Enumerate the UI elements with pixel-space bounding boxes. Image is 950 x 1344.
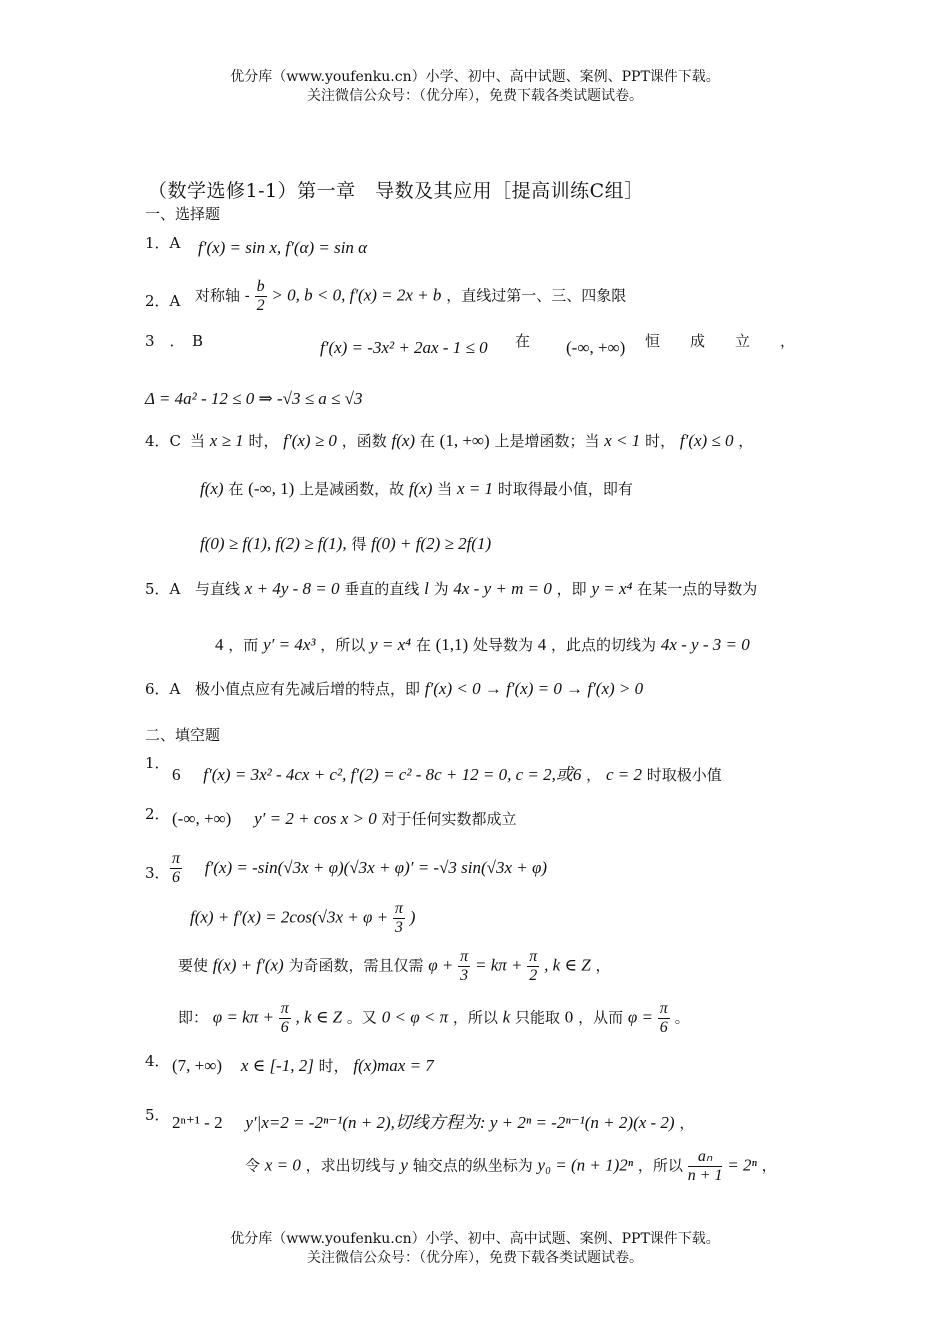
fill-q5-l2-frac-top: aₙ: [688, 1148, 723, 1167]
choice-q2-number: 2．A: [145, 292, 181, 310]
choice-q4-l2-text-c: 当: [437, 480, 453, 498]
choice-q5-l2-text-d: 处导数为: [472, 636, 533, 654]
header-line-2: 关注微信公众号：（优分库），免费下载各类试题试卷。: [307, 88, 643, 104]
fill-q5-l2-text-a: 令: [245, 1156, 261, 1175]
choice-q4-l1-text-a: 当: [190, 432, 206, 450]
fill-q5-l2-text-d: ，所以: [637, 1156, 683, 1175]
choice-q4-l1-text-b: 时，: [248, 432, 279, 450]
choice-q3-interval: (-∞, +∞): [566, 338, 626, 357]
choice-q4-l1-math-6: f′(x) ≤ 0: [679, 431, 734, 450]
choice-q5-l1-math-4: y = x⁴: [591, 579, 633, 598]
choice-q5-l2-math-4: (1,1): [435, 635, 469, 654]
header-line-1: 优分库（www.youfenku.cn）小学、初中、高中试题、案例、PPT课件下载。: [230, 69, 720, 85]
section-choice-heading: 一、选择题: [145, 205, 221, 223]
fill-q1-math: f′(x) = 3x² - 4cx + c², f′(2) = c² - 8c + 12 = 0, c = 2,或6: [203, 765, 582, 784]
fill-q3-answer-bot: 6: [172, 869, 180, 886]
choice-q4-l1-math-2: f′(x) ≥ 0: [283, 431, 337, 450]
choice-q2-text-a: 对称轴 -: [195, 286, 250, 305]
fill-q5-l2-math-2: y: [400, 1155, 408, 1175]
choice-q3-math: f′(x) = -3x² + 2ax - 1 ≤ 0: [320, 338, 488, 357]
choice-q5-l2-math-6: 4x - y - 3 = 0: [660, 635, 750, 654]
fill-q3-math-2a: f(x) + f′(x) = 2cos(√3x + φ +: [190, 907, 389, 927]
fill-q3-l3-frac2-top: π: [529, 948, 538, 965]
choice-q4-line-2: [200, 478, 633, 499]
fill-q3-l4-math-2: 0 < φ < π: [381, 1007, 449, 1027]
fill-q3-line-3: [178, 948, 610, 985]
fill-q2-math: y′ = 2 + cos x > 0: [254, 809, 377, 828]
choice-q2-math: > 0, b < 0, f′(x) = 2x + b: [271, 285, 442, 305]
fill-q5-l2-frac-bot: n + 1: [687, 1167, 723, 1184]
fill-q3-l4-text-a: 即：: [178, 1008, 209, 1027]
fill-q3-l4-math-1b: , k ∈ Z: [295, 1007, 343, 1027]
fill-q3-math-1: f′(x) = -sin(√3x + φ)(√3x + φ)′ = -√3 sin(√3x + φ): [204, 857, 548, 877]
choice-q4-l2-text-b: 上是减函数，故: [299, 480, 405, 498]
fill-q1-text-b: 时取极小值: [646, 766, 722, 784]
fill-q5-l2-fraction: [688, 1148, 723, 1185]
choice-q4-l1-text-e: 上是增函数；当: [494, 432, 600, 450]
choice-q5-l1-math-1: x + 4y - 8 = 0: [244, 579, 340, 598]
fill-q3-answer-top: π: [172, 850, 181, 867]
choice-q4-line-3: [200, 533, 491, 554]
fill-q3-l4-math-3: k: [502, 1007, 511, 1027]
choice-q4-l3-math-2: f(0) + f(2) ≥ 2f(1): [371, 534, 492, 553]
fill-q1-number: 1．: [145, 754, 170, 772]
fill-q3-answer-fraction: [170, 850, 182, 887]
fill-q5-line-2: [245, 1148, 777, 1185]
choice-q6-line: [195, 678, 643, 699]
fill-q3-l4-frac1-bot: 6: [280, 1019, 289, 1036]
fill-q3-l4-fraction-1: [279, 1000, 291, 1037]
choice-q6-text: 极小值点应有先减后增的特点，即: [195, 680, 421, 698]
fill-q3-l4-text-e: ，从而: [578, 1008, 624, 1027]
fill-q3-l4-text-f: 。: [674, 1008, 690, 1027]
choice-q4-l2-math-4: x = 1: [457, 479, 494, 498]
choice-q2-frac-bot: 2: [256, 297, 265, 314]
fill-q5-l2-text-c: 轴交点的纵坐标为: [412, 1156, 533, 1175]
fill-q3-line-4: [178, 1000, 690, 1037]
fill-q3-l4-frac2-top: π: [659, 1000, 668, 1017]
fill-q3-l4-frac1-top: π: [280, 1000, 289, 1017]
fill-q3-line-1: [170, 850, 547, 887]
fill-q1-math-2: c = 2: [605, 765, 642, 784]
choice-q5-l1-text-a: 与直线: [195, 580, 241, 598]
choice-q4-l1-math-4: (1, +∞): [439, 431, 490, 450]
fill-q1-answer: 6: [172, 765, 181, 784]
choice-q2-fraction: [255, 278, 267, 315]
fill-q2-text: 对于任何实数都成立: [381, 810, 517, 828]
fill-q5-text-a: ，: [679, 1114, 695, 1132]
fill-q2-number: 2．: [145, 805, 170, 823]
choice-q4-l2-text-a: 在: [228, 480, 244, 498]
choice-q1-number: 1．A: [145, 234, 181, 252]
choice-q2-text-b: ，直线过第一、三、四象限: [446, 286, 627, 305]
choice-q3-text-a: 在: [515, 332, 531, 350]
fill-q5-answer: 2ⁿ⁺¹ - 2: [172, 1113, 223, 1132]
fill-q1-line: [172, 760, 722, 785]
fill-q3-l3-math-2b: = kπ +: [474, 955, 523, 975]
choice-q1-math: f′(x) = sin x, f′(α) = sin α: [198, 238, 368, 257]
fill-q2-line: [172, 808, 517, 829]
choice-q5-l2-math-3: y = x⁴: [370, 635, 412, 654]
choice-q3-line-2: Δ = 4a² - 12 ≤ 0 ⇒ -√3 ≤ a ≤ √3: [145, 389, 363, 408]
choice-q4-l1-math-5: x < 1: [604, 431, 641, 450]
footer-line-2: 关注微信公众号：（优分库），免费下载各类试题试卷。: [307, 1250, 643, 1266]
fill-q5-line-1: [172, 1108, 694, 1133]
fill-q3-math-2-fraction: [393, 900, 405, 937]
choice-q4-l2-math-2: (-∞, 1): [248, 479, 295, 498]
fill-q3-l4-text-b: 。又: [346, 1008, 377, 1027]
fill-q3-l3-text-c: ，: [595, 956, 611, 975]
choice-q5-l1-text-e: 在某一点的导数为: [637, 580, 758, 598]
fill-q3-l3-fraction-2: [527, 948, 539, 985]
fill-q5-l2-math-3: y₀ = (n + 1)2ⁿ: [537, 1155, 634, 1175]
footer-line-1: 优分库（www.youfenku.cn）小学、初中、高中试题、案例、PPT课件下载。: [230, 1231, 720, 1247]
fill-q3-line-2: [190, 900, 415, 937]
fill-q4-text: 时，: [318, 1057, 349, 1075]
fill-q3-l4-math-4: 0: [564, 1007, 574, 1027]
page-title: （数学选修1-1）第一章 导数及其应用［提高训练C组］: [148, 180, 644, 202]
choice-q2-frac-top: b: [256, 278, 265, 295]
choice-q5-l1-text-b: 垂直的直线: [344, 580, 420, 598]
choice-q4-l3-math-1: f(0) ≥ f(1), f(2) ≥ f(1),: [200, 534, 347, 553]
choice-q5-l2-text-a: ，而: [228, 636, 259, 654]
fill-q3-l3-text-a: 要使: [178, 956, 209, 975]
choice-q5-l2-text-c: 在: [415, 636, 431, 654]
choice-q5-l2-math-5: 4: [537, 635, 547, 654]
choice-q5-number: 5．A: [145, 580, 181, 598]
choice-q4-l2-text-d: 时取得最小值，即有: [497, 480, 633, 498]
section-fill-heading: 二、填空题: [145, 726, 221, 744]
choice-q4-l1-text-d: 在: [419, 432, 435, 450]
fill-q4-answer: (7, +∞): [172, 1056, 223, 1075]
fill-q3-math-2-top: π: [394, 900, 403, 917]
choice-q5-l2-math-2: y′ = 4x³: [263, 635, 316, 654]
fill-q5-l2-text-e: ，: [761, 1156, 777, 1175]
choice-q4-l1-math-1: x ≥ 1: [209, 431, 244, 450]
fill-q2-answer: (-∞, +∞): [172, 809, 232, 828]
choice-q5-l2-text-e: ，此点的切线为: [551, 636, 657, 654]
fill-q3-l3-frac1-bot: 3: [460, 967, 469, 984]
choice-q6-number: 6．A: [145, 680, 181, 698]
fill-q3-l4-fraction-2: [658, 1000, 670, 1037]
choice-q2-line: [195, 278, 626, 315]
fill-q3-l4-math-5: φ =: [627, 1007, 654, 1027]
choice-q4-l2-math-1: f(x): [200, 479, 224, 498]
choice-q5-l1-math-2: l: [424, 579, 429, 598]
fill-q5-l2-text-b: ，求出切线与: [305, 1156, 396, 1175]
fill-q1-text-a: ，: [586, 766, 602, 784]
fill-q3-l3-frac1-top: π: [460, 948, 469, 965]
choice-q4-line-1: [190, 430, 753, 451]
choice-q5-line-2: [215, 634, 750, 655]
choice-q4-l1-text-f: 时，: [645, 432, 676, 450]
fill-q5-l2-math-1: x = 0: [264, 1155, 301, 1175]
choice-q5-l1-math-3: 4x - y + m = 0: [453, 579, 552, 598]
fill-q3-math-2-bot: 3: [394, 919, 403, 936]
choice-q5-l1-text-c: 为: [433, 580, 449, 598]
fill-q5-math: y′|x=2 = -2ⁿ⁻¹(n + 2),切线方程为: y + 2ⁿ = -2ⁿ⁻¹(n + 2)(x - 2): [245, 1113, 675, 1132]
fill-q3-l4-text-c: ，所以: [452, 1008, 498, 1027]
fill-q5-number: 5．: [145, 1106, 170, 1124]
fill-q3-math-2b: ): [409, 907, 416, 927]
choice-q5-l2-math-1: 4: [215, 635, 224, 654]
choice-q5-line-1: [195, 578, 757, 599]
fill-q3-l3-fraction-1: [458, 948, 470, 985]
fill-q4-number: 4．: [145, 1052, 170, 1070]
fill-q4-math: x ∈ [-1, 2]: [240, 1056, 314, 1075]
choice-q5-l2-text-b: ，所以: [320, 636, 366, 654]
fill-q3-l4-text-d: 只能取: [515, 1008, 561, 1027]
fill-q5-l2-math-4: = 2ⁿ: [727, 1155, 757, 1175]
fill-q3-l4-frac2-bot: 6: [659, 1019, 668, 1036]
fill-q3-l4-math-1a: φ = kπ +: [212, 1007, 274, 1027]
fill-q3-l3-math-2a: φ +: [428, 955, 454, 975]
choice-q4-number: 4．C: [145, 432, 182, 450]
choice-q4-l3-text-a: 得: [351, 535, 367, 553]
fill-q4-line: [172, 1055, 434, 1076]
choice-q3-number: 3 ． B: [145, 332, 204, 350]
fill-q4-math-2: f(x)max = 7: [353, 1056, 434, 1075]
choice-q4-l1-text-c: ，函数: [341, 432, 387, 450]
choice-q6-math: f′(x) < 0 → f′(x) = 0 → f′(x) > 0: [424, 679, 644, 698]
choice-q3-text-b: 恒 成 立 ，: [645, 332, 796, 350]
fill-q3-l3-frac2-bot: 2: [529, 967, 538, 984]
fill-q3-l3-text-b: 为奇函数，需且仅需: [288, 956, 424, 975]
choice-q5-l1-text-d: ，即: [556, 580, 587, 598]
fill-q3-number: 3．: [145, 864, 170, 882]
choice-q4-l1-math-3: f(x): [391, 431, 416, 450]
fill-q3-l3-math-1: f(x) + f′(x): [212, 955, 284, 975]
fill-q3-l3-math-2c: , k ∈ Z: [544, 955, 591, 975]
choice-q4-l2-math-3: f(x): [408, 479, 433, 498]
choice-q4-l1-text-g: ，: [738, 432, 754, 450]
